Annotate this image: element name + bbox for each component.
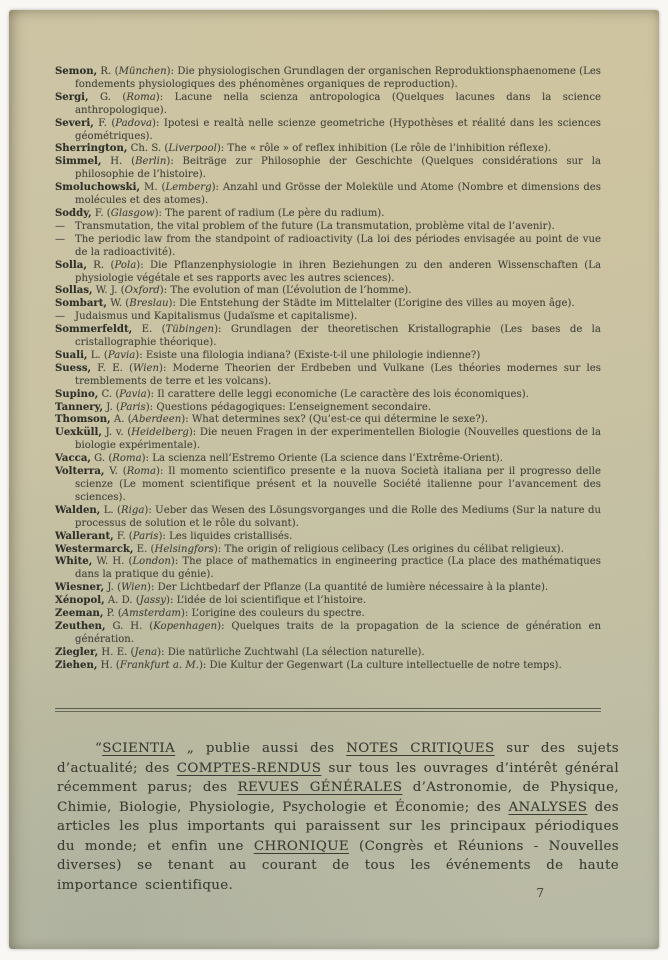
author-city: Paris — [132, 530, 159, 542]
author-surname: Sherrington, — [55, 143, 128, 155]
author-city: Jassy — [139, 595, 167, 607]
author-city: Pola — [114, 259, 137, 271]
author-surname: Tannery, — [55, 401, 104, 413]
author-surname: Severi, — [55, 117, 94, 129]
journal-description — [57, 739, 619, 895]
author-city: London — [132, 556, 171, 568]
author-surname: Westermarck, — [55, 543, 134, 555]
bibliography-entry: Zeeman, P. (Amsterdam): L’origine des couleurs du spectre. — [55, 608, 365, 620]
bibliography-entry: Xénopol, A. D. (Jassy): L’idée de loi scientifique et l’histoire. — [55, 595, 367, 607]
author-surname: Semon, — [55, 66, 98, 77]
underlined-term: COMPTES-RENDUS — [176, 760, 322, 776]
bibliography-entry: Vacca, G. (Roma): La scienza nell’Estremo Oriente (La science dans l’Extrême-Orient). — [55, 453, 503, 465]
bibliography-entry: Sergi, G. (Roma): Lacune nella scienza antropologica (Quelques lacunes dans la science anthropologique). — [55, 91, 601, 116]
author-surname: Xénopol, — [55, 595, 105, 607]
author-surname: Zeuthen, — [55, 620, 106, 632]
author-city: München — [118, 66, 167, 77]
author-surname: Volterra, — [55, 466, 105, 478]
author-surname: Sommerfeldt, — [55, 324, 133, 336]
author-surname: Suali, — [55, 349, 88, 361]
description-text: des articles les plus importants qui paraissent sur les principaux périodiques du monde; et enfin une — [57, 799, 619, 854]
author-city: Aberdeen — [131, 414, 182, 426]
bibliography-entry: Westermarck, E. (Helsingfors): The origin of religious celibacy (Les origines du célibat religieux). — [55, 543, 564, 555]
author-city: Kopenhagen — [153, 620, 218, 632]
bibliography-entry: Sombart, W. (Breslau): Die Entstehung der Städte im Mittelalter (L’origine des villes au moyen âge). — [55, 298, 575, 310]
author-city: Roma — [112, 453, 142, 465]
author-surname: White, — [55, 556, 93, 568]
bibliography-entry: Suess, F. E. (Wien): Moderne Theorien der Erdbeben und Vulkane (Les théories modernes sur les tremblements de terre et les volcans). — [55, 362, 601, 387]
author-surname: Soddy, — [55, 207, 92, 219]
underlined-term: ANALYSES — [508, 799, 588, 815]
author-surname: Simmel, — [55, 156, 102, 168]
page-number: 7 — [536, 886, 544, 900]
bibliography-entry: Zeuthen, G. H. (Kopenhagen): Quelques traits de la propagation de la science de génération en génération. — [55, 620, 601, 645]
description-text: sur tous les ouvrages d’intérêt général récemment parus; des — [57, 760, 619, 796]
author-surname: Sergi, — [55, 91, 89, 103]
bibliography-entry: Semon, R. (München): Die physiologischen Grundlagen der organischen Reproduktionsphaenomene (Les fondements physiologiques des phénomènes organiques de reproduction). — [55, 66, 601, 90]
author-surname: Vacca, — [55, 453, 91, 465]
bibliography-entry: Thomson, A. (Aberdeen): What determines sex? (Qu’est-ce qui détermine le sexe?). — [55, 414, 488, 426]
author-city: Roma — [126, 466, 157, 478]
repeat-author-dash: — — [55, 220, 66, 232]
bibliography-entry: Soddy, F. (Glasgow): The parent of radium (Le père du radium). — [55, 207, 385, 219]
description-text: (Congrès et Réunions - Nouvelles diverses) se tenant au courant de tous les événements de haute importance scientifique. — [57, 838, 619, 893]
bibliography-entry: Wiesner, J. (Wien): Der Lichtbedarf der Pflanze (La quantité de lumière nécessaire à la plante). — [55, 582, 549, 594]
bibliography-entry: Severi, F. (Padova): Ipotesi e realtà nelle scienze geometriche (Hypothèses et réalité dans les sciences géométriques). — [55, 117, 601, 142]
author-city: Jena — [134, 646, 158, 658]
author-city: Roma — [126, 91, 156, 103]
author-surname: Wiesner, — [55, 582, 105, 594]
author-surname: Solla, — [55, 259, 87, 271]
author-city: Helsingfors — [154, 543, 214, 555]
underlined-term: REVUES GÉNÉRALES — [237, 780, 403, 796]
bibliography-entry: Simmel, H. (Berlin): Beiträge zur Philosophie der Geschichte (Quelques considérations sur la philosophie de l’histoire). — [55, 156, 601, 181]
author-surname: Sollas, — [55, 285, 93, 297]
bibliography-entry: — Judaismus und Kapitalismus (Judaïsme et capitalisme). — [55, 311, 358, 323]
bibliography-entry: Tannery, J. (Paris): Questions pédagogiques: L’enseignement secondaire. — [55, 401, 432, 413]
bibliography-entry: — The periodic law from the standpoint of radioactivity (La loi des périodes envisagée au point de vue de la radioactivité). — [55, 233, 601, 258]
author-city: Wien — [121, 582, 148, 594]
bibliography-entry: Volterra, V. (Roma): Il momento scientifico presente e la nuova Società italiana per il progresso delle scienze (Le moment scientifique présent et la nouvelle Société italienne pour l’avancement des sciences). — [55, 466, 601, 503]
author-city: Glasgow — [110, 207, 155, 219]
bibliography-entry: — Transmutation, the vital problem of the future (La transmutation, problème vital de l’avenir). — [55, 220, 555, 232]
repeat-author-dash: — — [55, 233, 66, 245]
author-city: Pavia — [107, 349, 136, 361]
bibliography-entry: Sherrington, Ch. S. (Liverpool): The « rôle » of reflex inhibition (Le rôle de l’inhibition réflexe). — [55, 143, 552, 155]
author-city: Tübingen — [165, 324, 215, 336]
underlined-term: SCIENTIA — [102, 741, 176, 757]
bibliography-entry: Supino, C. (Pavia): Il carattere delle leggi economiche (Le caractère des lois économiques). — [55, 388, 529, 400]
author-surname: Wallerant, — [55, 530, 114, 542]
author-surname: Ziehen, — [55, 659, 98, 671]
author-city: Wien — [133, 362, 160, 374]
author-city: Liverpool — [168, 143, 217, 155]
bibliography-entry: Sommerfeldt, E. (Tübingen): Grundlagen der theoretischen Kristallographie (Les bases de la cristallographie théorique). — [55, 324, 601, 349]
bibliography-entry: Uexküll, J. v. (Heidelberg): Die neuen Fragen in der experimentellen Biologie (Nouvelles questions de la biologie expérimentale). — [55, 427, 601, 452]
bibliography-entry: Wallerant, F. (Paris): Les liquides cristallisés. — [55, 530, 293, 542]
description-text: “ — [95, 741, 103, 757]
bibliography-entry: Suali, L. (Pavia): Esiste una filologia indiana? (Existe-t-il une philologie indienne?) — [55, 349, 481, 361]
author-city: Frankfurt a. M. — [119, 659, 199, 671]
bibliography-entry: Sollas, W. J. (Oxford): The evolution of man (L’évolution de l’homme). — [55, 285, 412, 297]
author-city: Amsterdam — [121, 608, 181, 620]
author-city: Berlin — [135, 156, 167, 168]
underlined-term: CHRONIQUE — [253, 838, 350, 854]
author-surname: Walden, — [55, 504, 101, 516]
author-surname: Smoluchowski, — [55, 182, 141, 194]
bibliography-entry: Walden, L. (Riga): Ueber das Wesen des Lösungsvorganges und die Rolle des Mediums (Sur la nature du processus de solution et le rôle du solvant). — [55, 504, 601, 529]
bibliography-entry: White, W. H. (London): The place of mathematics in engineering practice (La place des mathématiques dans la pratique du génie). — [55, 556, 601, 581]
description-text: „ publie aussi des — [175, 741, 347, 757]
author-city: Oxford — [124, 285, 160, 297]
author-surname: Supino, — [55, 388, 99, 400]
bibliography-entry: Solla, R. (Pola): Die Pflanzenphysiologie in ihren Beziehungen zu den anderen Wissenschaften (La physiologie végétale et ses rapports avec les autres sciences). — [55, 259, 601, 284]
bibliography-entry: Smoluchowski, M. (Lemberg): Anzahl und Grösse der Moleküle und Atome (Nombre et dimensions des molécules et des atomes). — [55, 182, 601, 207]
author-city: Lemberg — [165, 182, 212, 194]
section-divider-rule — [55, 708, 601, 712]
page — [9, 10, 659, 949]
author-city: Riga — [121, 504, 145, 516]
author-city: Paris — [120, 401, 146, 413]
author-surname: Sombart, — [55, 298, 107, 310]
repeat-author-dash: — — [55, 311, 66, 323]
author-city: Heidelberg — [131, 427, 189, 439]
description-text: d’Astronomie, de Physique, Chimie, Biologie, Physiologie, Psychologie et Économie; des — [57, 780, 619, 815]
description-text: sur des sujets d’actualité; des — [57, 741, 619, 776]
author-city: Padova — [115, 117, 153, 129]
bibliography-entry: Ziegler, H. E. (Jena): Die natürliche Zuchtwahl (La sélection naturelle). — [55, 646, 425, 658]
author-city: Pavia — [119, 388, 147, 400]
author-surname: Uexküll, — [55, 427, 102, 439]
bibliography-list — [55, 66, 601, 710]
author-city: Breslau — [129, 298, 169, 310]
author-surname: Zeeman, — [55, 608, 104, 620]
underlined-term: NOTES CRITIQUES — [346, 741, 495, 757]
author-surname: Suess, — [55, 362, 92, 374]
author-surname: Thomson, — [55, 414, 111, 426]
bibliography-entry: Ziehen, H. (Frankfurt a. M.): Die Kultur der Gegenwart (La culture intellectuelle de notre temps). — [55, 659, 562, 671]
author-surname: Ziegler, — [55, 646, 99, 658]
